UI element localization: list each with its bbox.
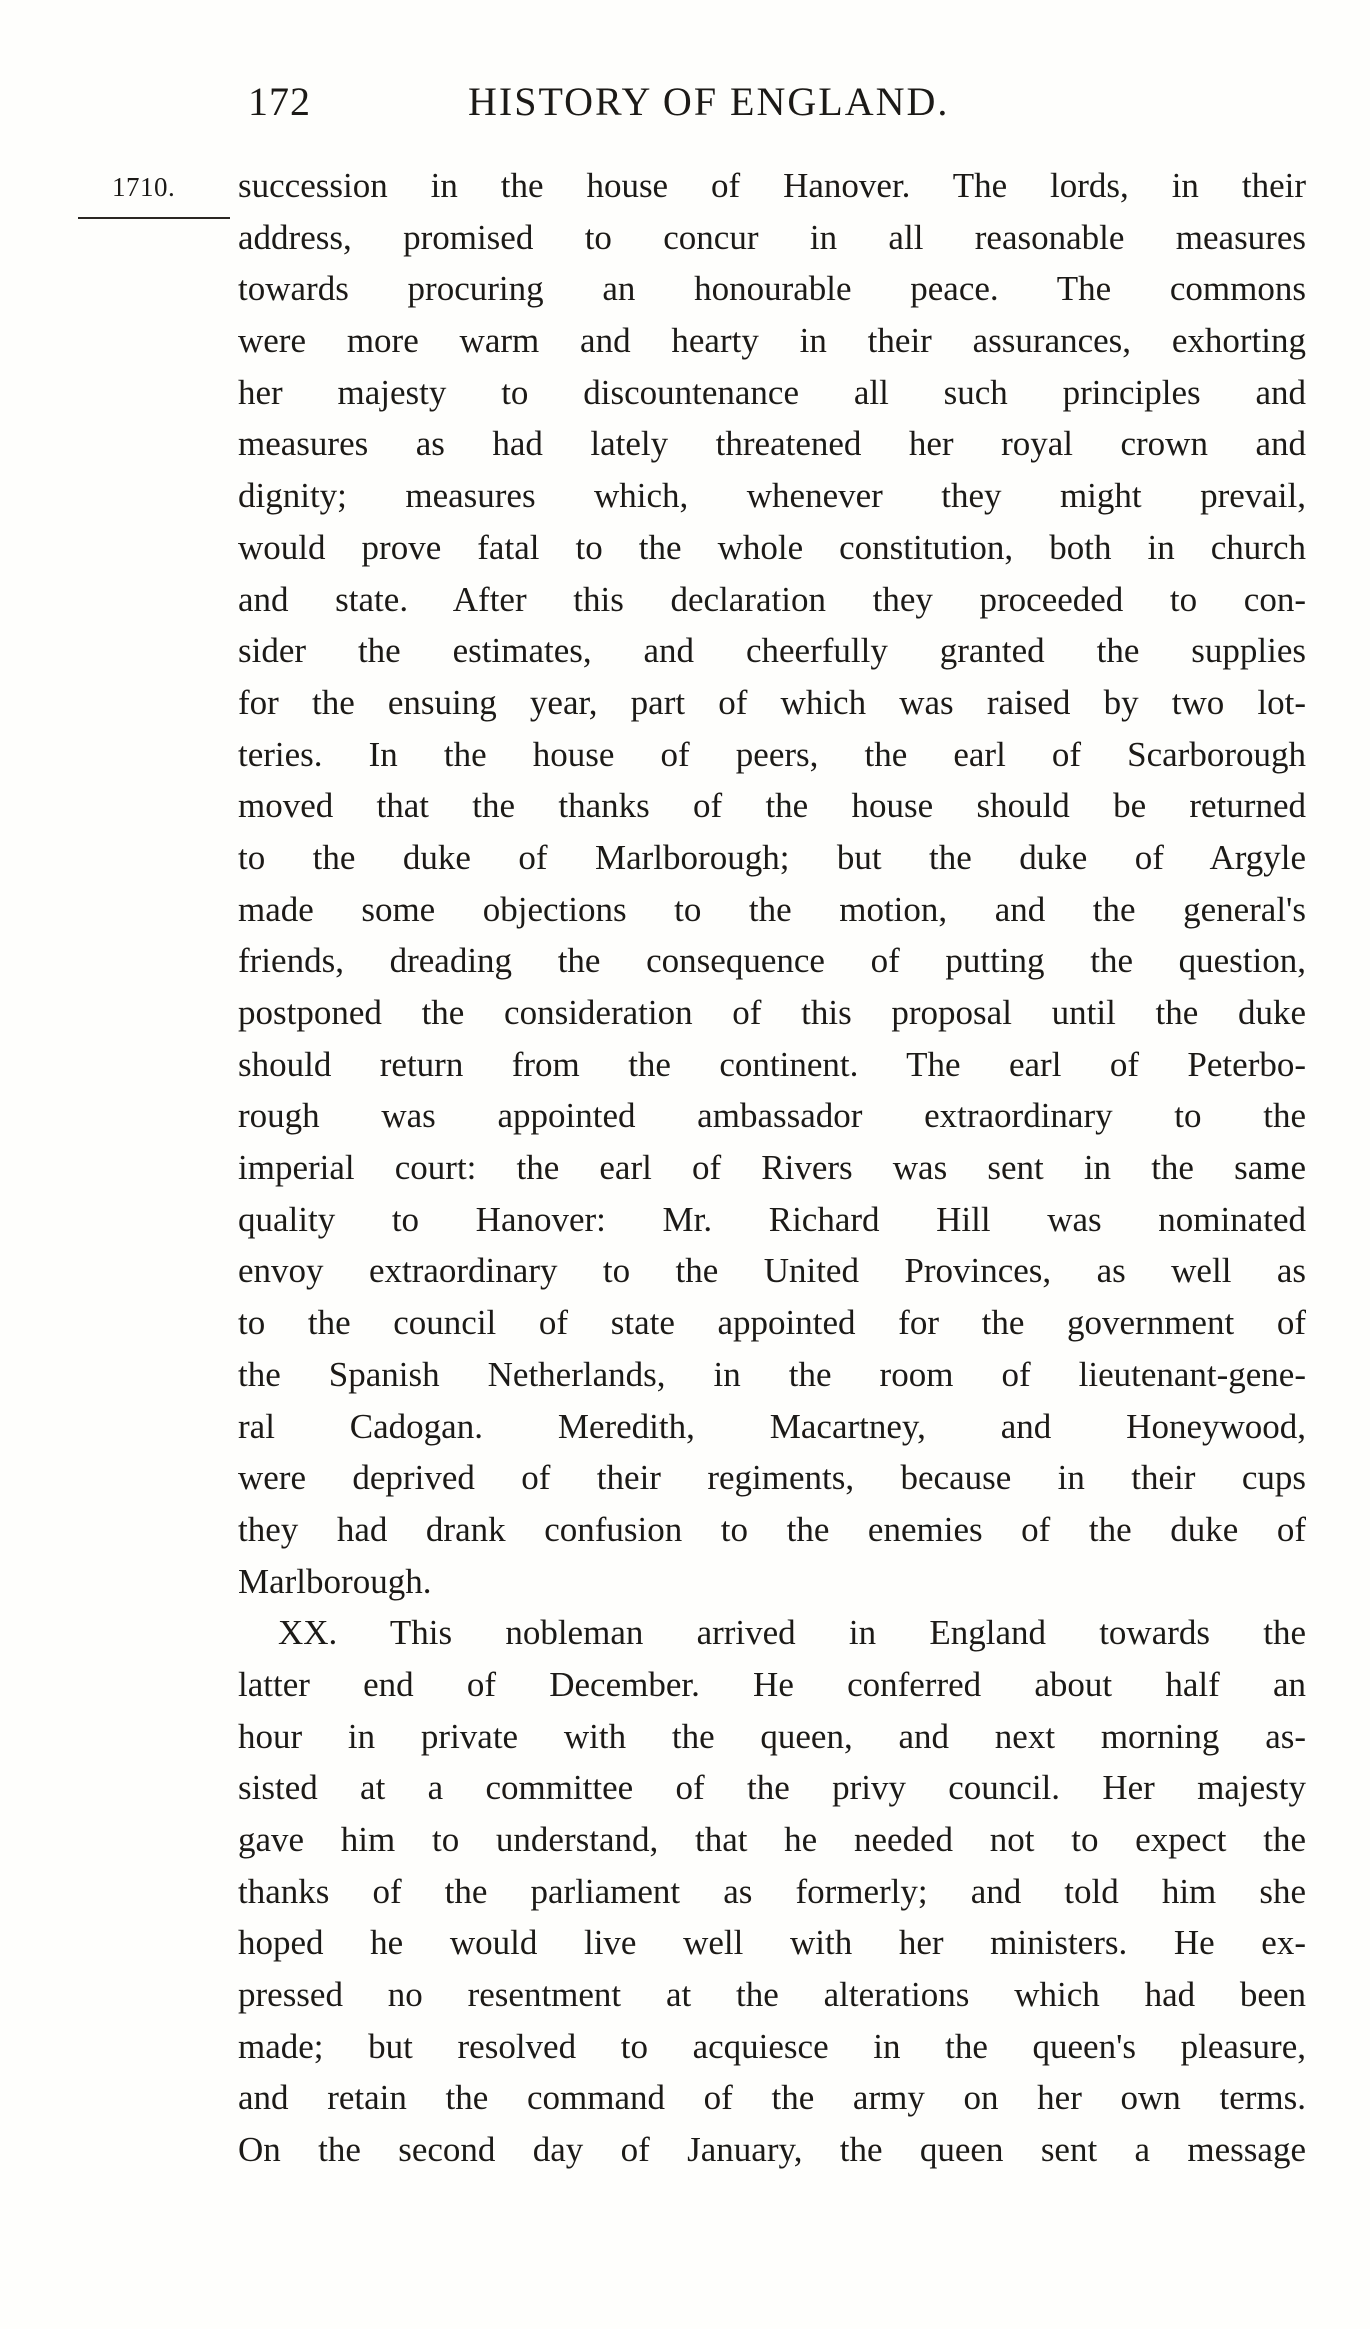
text-line: were deprived of their regiments, because in their cups [238, 1458, 1306, 1498]
text-line: made; but resolved to acquiesce in the queen's pleasure, [238, 2026, 1306, 2066]
text-line: towards procuring an honourable peace. The commons [238, 269, 1306, 309]
paragraph-end-line: Marlborough. [238, 1561, 432, 1601]
text-line: they had drank confusion to the enemies of the duke of [238, 1509, 1306, 1549]
text-line: moved that the thanks of the house should be returned [238, 786, 1306, 826]
text-line: ral Cadogan. Meredith, Macartney, and Honeywood, [238, 1406, 1306, 1446]
text-line: hour in private with the queen, and next morning as- [238, 1716, 1306, 1756]
text-line: and state. After this declaration they proceeded to con- [238, 579, 1306, 619]
text-line: made some objections to the motion, and the general's [238, 889, 1306, 929]
text-line: friends, dreading the consequence of putting the question, [238, 941, 1306, 981]
text-line: for the ensuing year, part of which was raised by two lot- [238, 682, 1306, 722]
margin-year-note: 1710. [112, 172, 176, 202]
text-line: sisted at a committee of the privy council. Her majesty [238, 1768, 1306, 1808]
text-line: succession in the house of Hanover. The lords, in their [238, 166, 1306, 205]
text-line: would prove fatal to the whole constitution, both in church [238, 527, 1306, 567]
text-line: latter end of December. He conferred about half an [238, 1664, 1306, 1704]
text-line: envoy extraordinary to the United Provinces, as well as [238, 1251, 1306, 1291]
text-line: dignity; measures which, whenever they might prevail, [238, 476, 1306, 516]
text-line: were more warm and hearty in their assurances, exhorting [238, 321, 1306, 361]
text-line: teries. In the house of peers, the earl of Scarborough [238, 734, 1306, 774]
text-line: quality to Hanover: Mr. Richard Hill was nominated [238, 1199, 1306, 1239]
text-line: gave him to understand, that he needed not to expect the [238, 1820, 1306, 1859]
page-number: 172 [248, 79, 311, 124]
page-title: HISTORY OF ENGLAND. [468, 79, 950, 124]
text-line: postponed the consideration of this proposal until the duke [238, 993, 1306, 1032]
text-line: imperial court: the earl of Rivers was sent in the same [238, 1148, 1306, 1188]
text-line: measures as had lately threatened her royal crown and [238, 424, 1306, 464]
text-line: pressed no resentment at the alterations which had been [238, 1975, 1306, 2015]
section-start-line: XX. This nobleman arrived in England towards the [278, 1613, 1306, 1653]
running-head [248, 78, 1078, 138]
text-line: to the duke of Marlborough; but the duke of Argyle [238, 837, 1306, 877]
text-line: On the second day of January, the queen sent a message [238, 2130, 1306, 2170]
text-line: her majesty to discountenance all such principles and [238, 372, 1306, 412]
body-text [238, 160, 1306, 2176]
text-line: should return from the continent. The earl of Peterbo- [238, 1044, 1306, 1084]
text-line: rough was appointed ambassador extraordinary to the [238, 1096, 1306, 1136]
text-line: sider the estimates, and cheerfully granted the supplies [238, 631, 1306, 671]
text-line: to the council of state appointed for the government of [238, 1303, 1306, 1343]
margin-rule [78, 217, 230, 219]
text-line: hoped he would live well with her ministers. He ex- [238, 1923, 1306, 1963]
text-line: address, promised to concur in all reasonable measures [238, 217, 1306, 257]
text-line: and retain the command of the army on her own terms. [238, 2078, 1306, 2118]
text-line: thanks of the parliament as formerly; and told him she [238, 1871, 1306, 1911]
text-line: the Spanish Netherlands, in the room of lieutenant-gene- [238, 1354, 1306, 1394]
